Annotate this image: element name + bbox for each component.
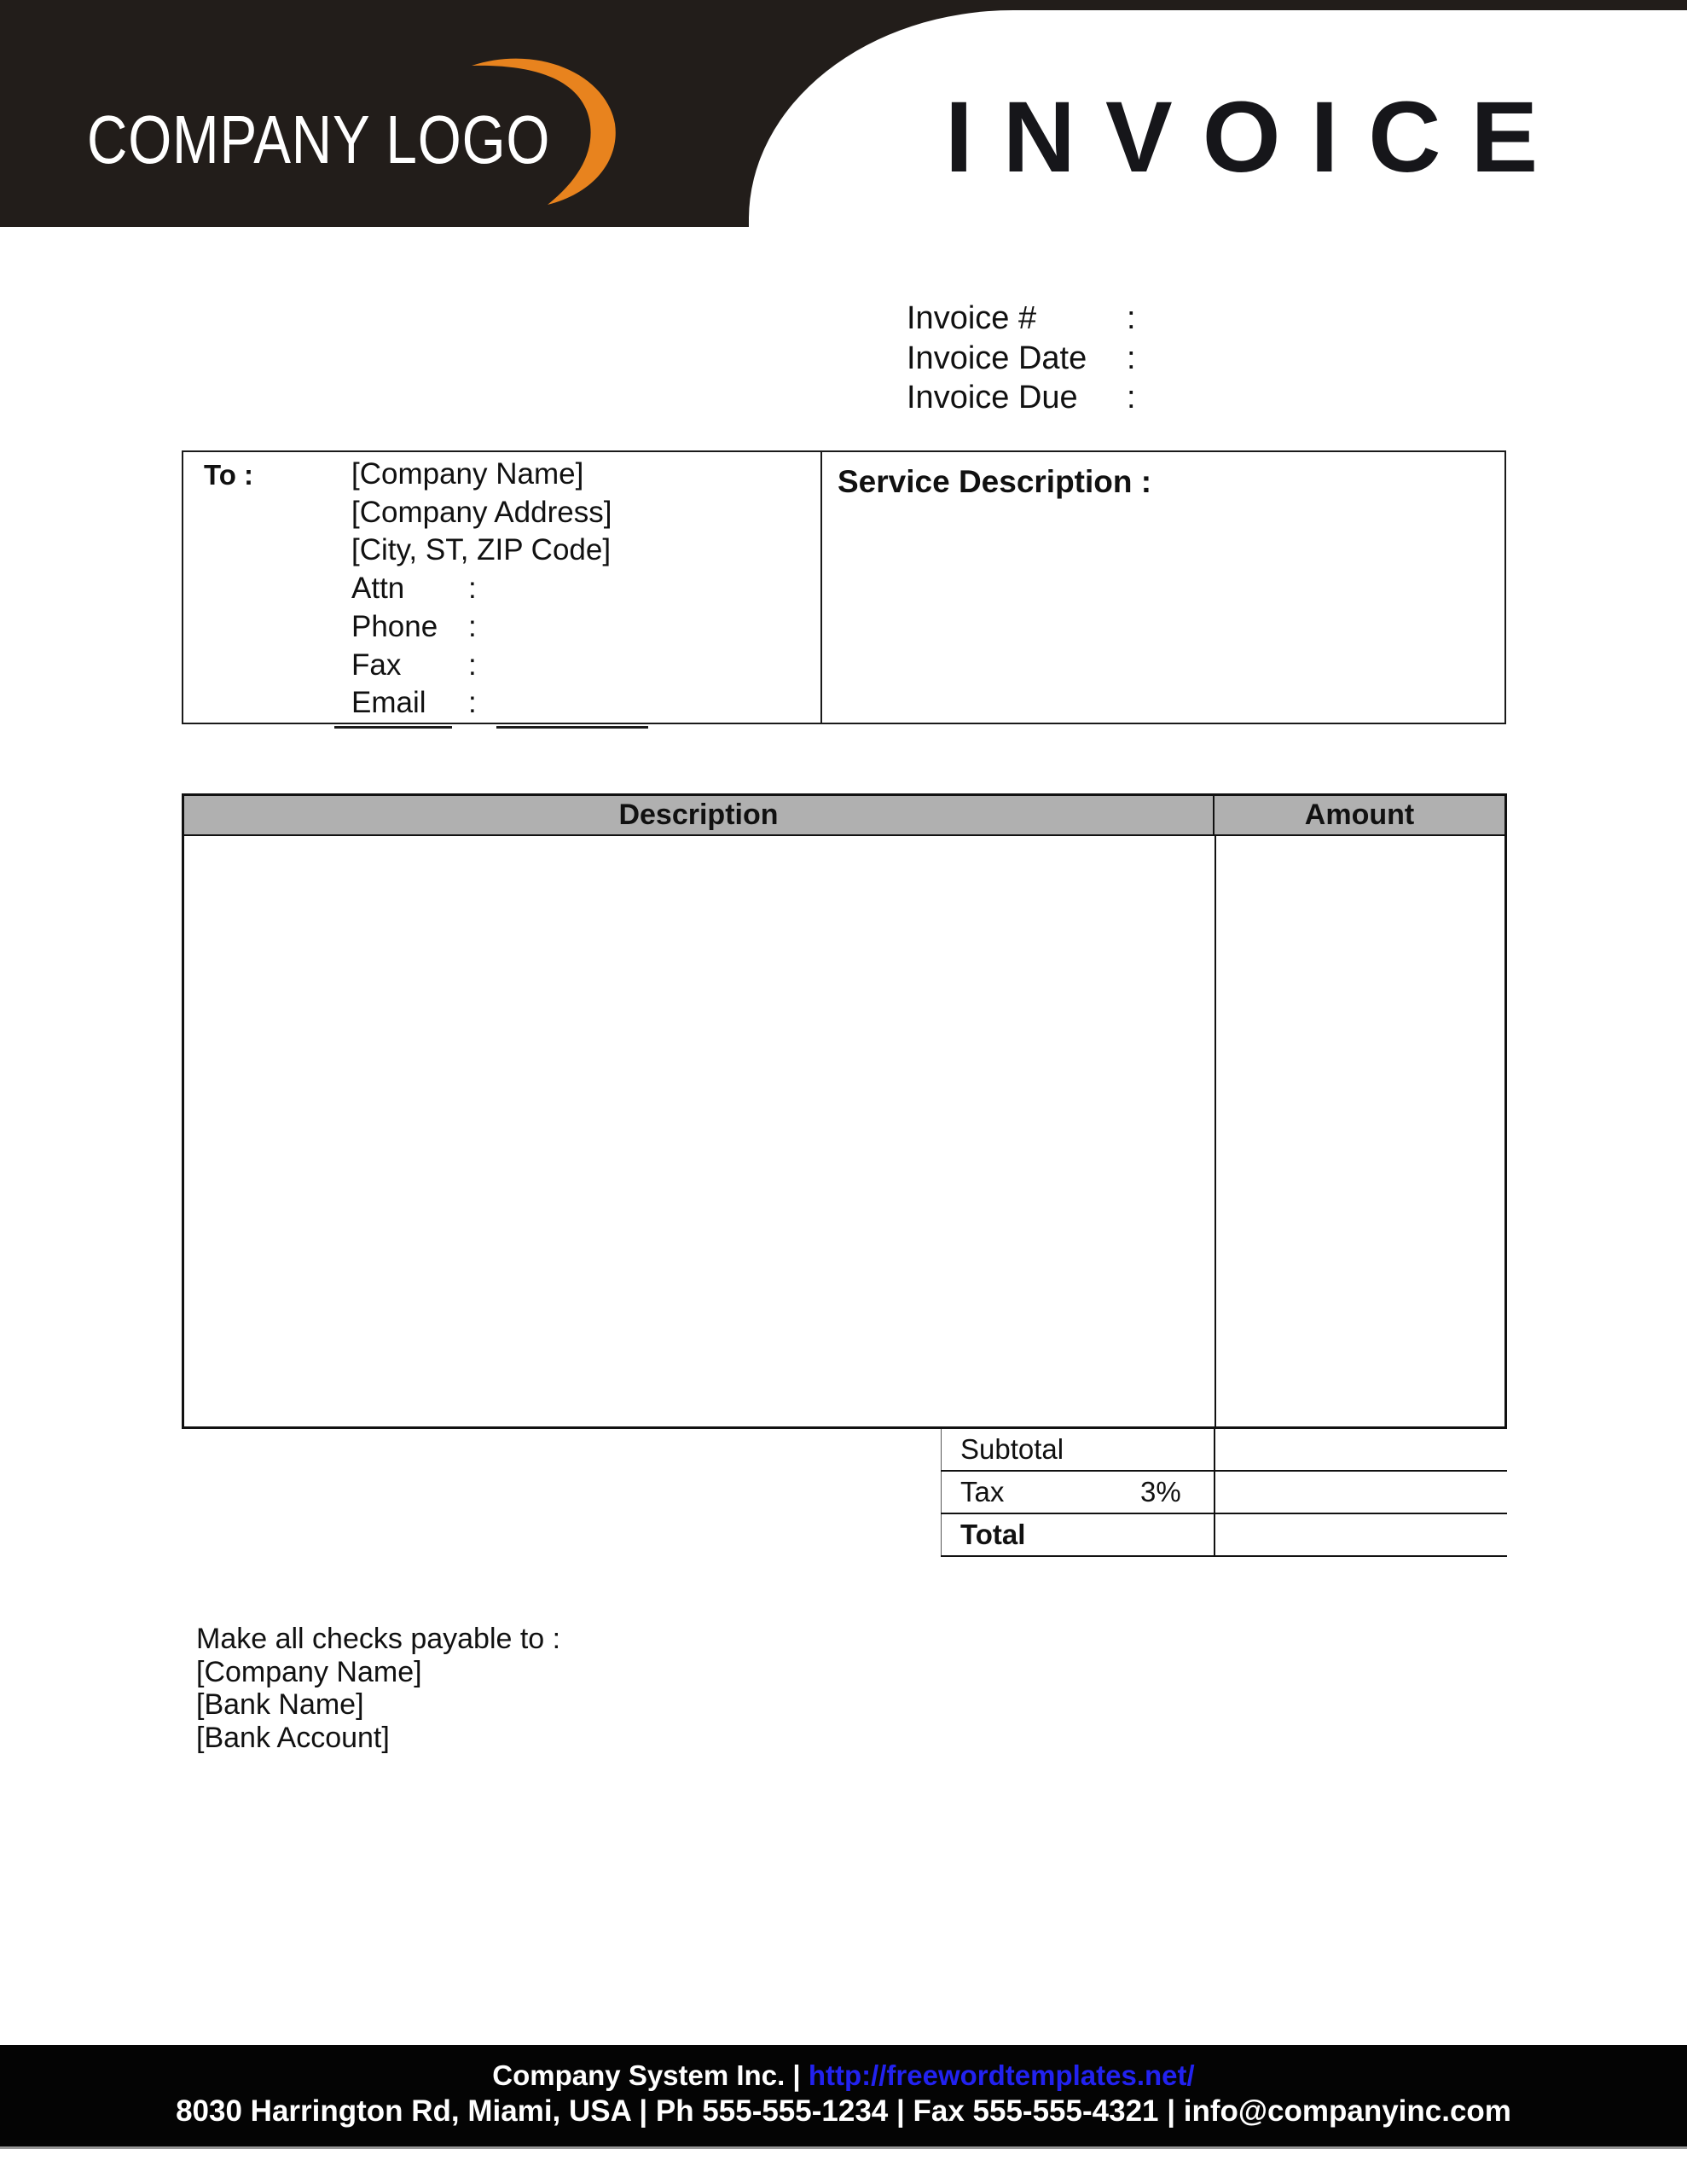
invoice-number-row (907, 299, 1323, 339)
items-table (182, 793, 1507, 1429)
subtotal-value[interactable] (1214, 1429, 1507, 1470)
invoice-due-value[interactable] (1152, 378, 1323, 418)
invoice-date-value[interactable] (1152, 339, 1323, 379)
recipient-company-address[interactable]: [Company Address] (351, 495, 612, 529)
header-curve-shape (749, 10, 1687, 227)
email-label: Email (351, 686, 426, 720)
description-column-header: Description (184, 796, 1215, 834)
footer-company-name: Company System Inc. | (492, 2059, 809, 2091)
invoice-due-colon: : (1127, 380, 1136, 415)
invoice-number-colon: : (1127, 300, 1136, 336)
invoice-due-label: Invoice Due (907, 380, 1078, 415)
tax-rate: 3% (1140, 1476, 1181, 1507)
recipient-company-name[interactable]: [Company Name] (351, 457, 584, 491)
company-logo-text: COMPANY LOGO (87, 102, 551, 177)
checks-payable-heading: Make all checks payable to : (196, 1623, 561, 1655)
total-value[interactable] (1214, 1514, 1507, 1555)
amount-column-header: Amount (1304, 799, 1415, 831)
phone-field-row (351, 608, 612, 647)
items-table-column-divider (1215, 836, 1216, 1426)
service-description-label: Service Description : (838, 464, 1152, 499)
subtotal-label: Subtotal (960, 1433, 1064, 1465)
invoice-meta (907, 299, 1323, 418)
payee-company-name: [Company Name] (196, 1655, 422, 1688)
recipient-box-divider (820, 452, 822, 723)
total-label: Total (960, 1519, 1026, 1550)
to-label: To : (204, 459, 254, 491)
header (0, 0, 1687, 227)
footer-divider (0, 2146, 1687, 2149)
phone-colon: : (468, 609, 477, 643)
summary-box (941, 1429, 1507, 1557)
attn-label: Attn (351, 572, 405, 606)
page-title: INVOICE (945, 81, 1568, 194)
recipient-details (351, 456, 612, 723)
payee-bank-account: [Bank Account] (196, 1721, 390, 1754)
tax-label: Tax (960, 1476, 1005, 1507)
tax-value[interactable] (1214, 1472, 1507, 1513)
invoice-date-label: Invoice Date (907, 340, 1087, 376)
border-artifact (334, 726, 452, 729)
logo-swoosh-icon (459, 43, 629, 213)
fax-label: Fax (351, 648, 402, 682)
invoice-due-row (907, 378, 1323, 418)
email-field-row (351, 684, 612, 723)
fax-field-row (351, 647, 612, 685)
attn-field-row (351, 570, 612, 608)
items-table-header (184, 796, 1504, 836)
tax-row (941, 1472, 1507, 1514)
border-artifact (496, 726, 648, 729)
payee-bank-name: [Bank Name] (196, 1688, 364, 1721)
email-colon: : (468, 686, 477, 720)
footer-contact-line: 8030 Harrington Rd, Miami, USA | Ph 555-555-1234 | Fax 555-555-4321 | info@companyinc.com (176, 2094, 1511, 2128)
attn-colon: : (468, 572, 477, 606)
footer (0, 2045, 1687, 2146)
total-row (941, 1514, 1507, 1557)
invoice-number-label: Invoice # (907, 300, 1037, 336)
invoice-date-colon: : (1127, 340, 1136, 376)
footer-website-link[interactable]: http://freewordtemplates.net/ (808, 2059, 1195, 2091)
recipient-city-state-zip[interactable]: [City, ST, ZIP Code] (351, 533, 612, 567)
invoice-number-value[interactable] (1152, 299, 1323, 339)
recipient-box (182, 450, 1506, 724)
phone-label: Phone (351, 609, 438, 643)
subtotal-row (941, 1429, 1507, 1472)
fax-colon: : (468, 648, 477, 682)
items-table-body[interactable] (184, 836, 1504, 1426)
payment-info (196, 1623, 560, 1754)
invoice-date-row (907, 339, 1323, 379)
footer-company-line (0, 2045, 1687, 2093)
